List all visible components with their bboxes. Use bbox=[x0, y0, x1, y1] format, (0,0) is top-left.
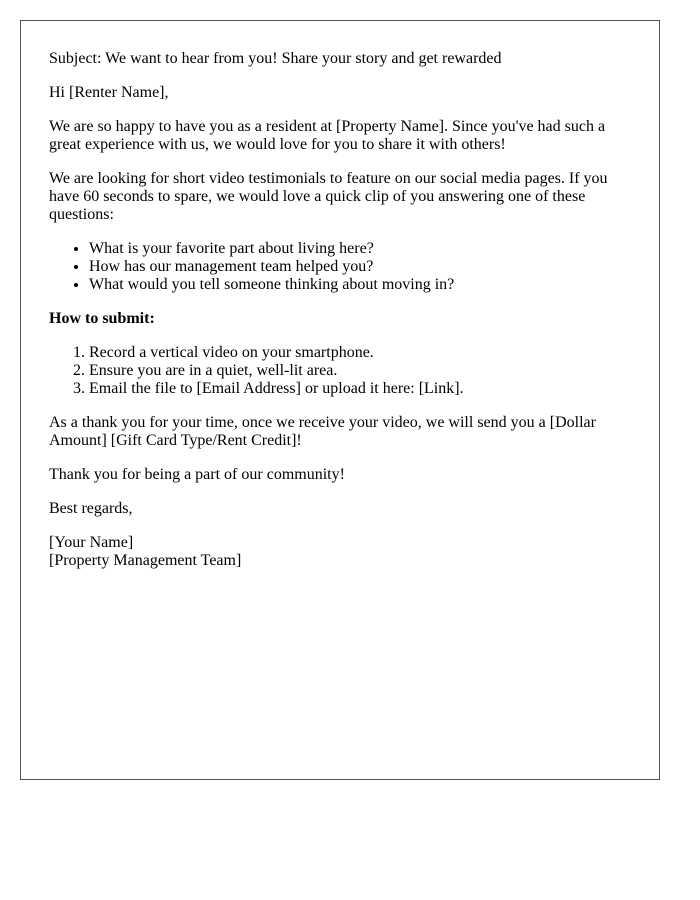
letter-document bbox=[20, 20, 660, 780]
signature-team: [Property Management Team] bbox=[49, 552, 242, 569]
reward-paragraph: As a thank you for your time, once we receive your video, we will send you a [Dollar Amount] [Gift Card Type/Rent Credit]! bbox=[49, 414, 596, 449]
greeting: Hi [Renter Name], bbox=[49, 84, 169, 101]
question-item: • What is your favorite part about living here? bbox=[89, 240, 631, 258]
signature-name: [Your Name] bbox=[49, 534, 134, 551]
subject-line: Subject: We want to hear from you! Share your story and get rewarded bbox=[49, 50, 502, 67]
steps-list bbox=[49, 344, 631, 398]
step-item: 3. Email the file to [Email Address] or upload it here: [Link]. bbox=[89, 380, 631, 398]
submit-heading-paragraph bbox=[49, 310, 631, 328]
questions-list bbox=[49, 240, 631, 294]
thanks-paragraph: Thank you for being a part of our community! bbox=[49, 466, 345, 483]
intro-paragraph: We are so happy to have you as a resident at [Property Name]. Since you've had such a great experience with us, we would love for you to share it with others! bbox=[49, 118, 606, 153]
submit-heading: How to submit: bbox=[49, 310, 155, 327]
step-item: 1. Record a vertical video on your smartphone. bbox=[89, 344, 631, 362]
question-item: • What would you tell someone thinking about moving in? bbox=[89, 276, 631, 294]
request-paragraph: We are looking for short video testimonials to feature on our social media pages. If you have 60 seconds to spare, we would love a quick clip of you answering one of these questions: bbox=[49, 170, 608, 223]
step-item: 2. Ensure you are in a quiet, well-lit area. bbox=[89, 362, 631, 380]
closing-line: Best regards, bbox=[49, 500, 133, 517]
question-item: • How has our management team helped you? bbox=[89, 258, 631, 276]
signature-block bbox=[49, 534, 631, 570]
